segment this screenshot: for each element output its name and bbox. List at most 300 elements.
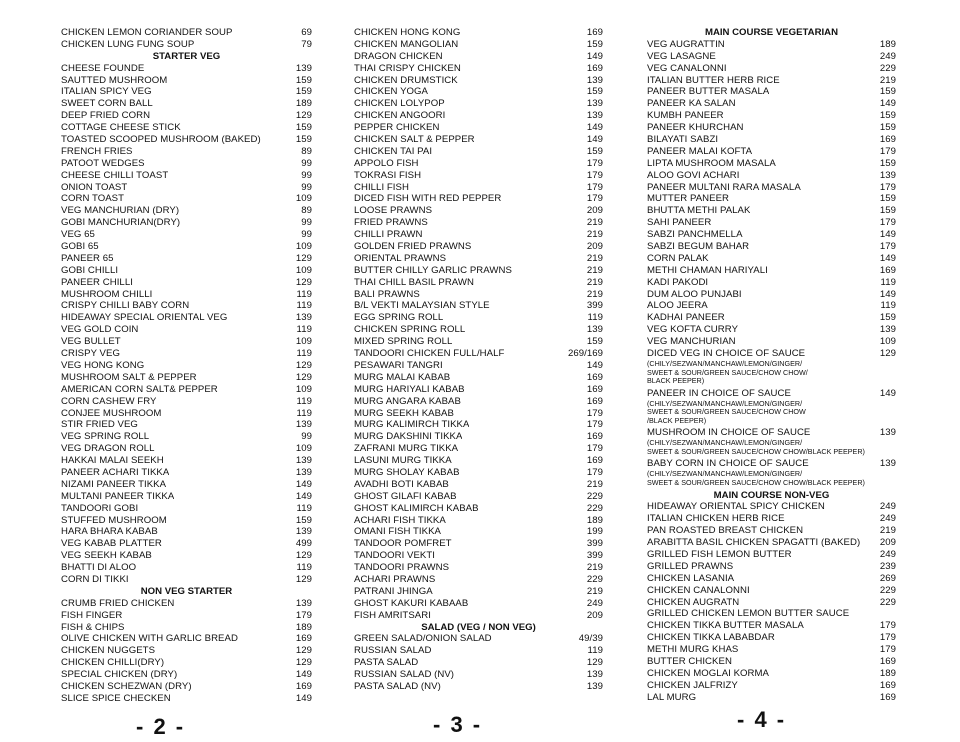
menu-item [61, 134, 312, 146]
menu-item-price: 139 [879, 427, 896, 439]
menu-item-price: 149 [295, 490, 312, 502]
menu-column-page-2 [61, 27, 312, 705]
sauce-note [647, 400, 896, 426]
menu-item-price: 189 [879, 667, 896, 679]
menu-item-price: 179 [879, 217, 896, 229]
menu-item-name: MURG ANGARA KABAB [354, 395, 461, 407]
menu-item [647, 75, 896, 87]
menu-item-name: KADHAI PANEER [647, 312, 725, 324]
menu-item-name: GHOST KALIMIRCH KABAB [354, 502, 479, 514]
menu-item [647, 205, 896, 217]
menu-item-price: 119 [880, 276, 896, 288]
menu-item [354, 360, 603, 372]
menu-item-name: SABZI BEGUM BAHAR [647, 241, 750, 253]
menu-item [647, 300, 896, 312]
menu-item-price: 499 [295, 538, 312, 550]
menu-item [61, 645, 312, 657]
menu-item-price: 219 [586, 276, 603, 288]
menu-item [61, 229, 312, 241]
menu-item-price: 189 [879, 38, 896, 50]
menu-item [61, 396, 312, 408]
menu-item-name: VEG KOFTA CURRY [647, 324, 739, 336]
menu-item-price: 209 [586, 205, 603, 217]
menu-item [61, 324, 312, 336]
menu-item-price: 179 [295, 609, 312, 621]
menu-item [647, 122, 896, 134]
menu-item-price: 69 [301, 27, 312, 38]
menu-item-name: ONION TOAST [61, 181, 128, 193]
menu-item-name: VEG HONG KONG [61, 359, 145, 371]
menu-item [61, 610, 312, 622]
menu-item [647, 656, 896, 668]
menu-item-price: 149 [295, 669, 312, 681]
menu-item-price: 119 [296, 395, 312, 407]
menu-item-name: CHICKEN TIKKA LABABDAR [647, 632, 775, 644]
menu-item [61, 193, 312, 205]
menu-item-name: CHICKEN CHILLI(DRY) [61, 657, 165, 669]
section-heading: SALAD (VEG / NON VEG) [421, 621, 536, 633]
menu-item [354, 384, 603, 396]
menu-item-price: 109 [295, 241, 312, 253]
menu-item-price: 129 [295, 110, 312, 122]
menu-item-price: 219 [879, 74, 896, 86]
menu-item [61, 253, 312, 265]
menu-item-price: 159 [586, 86, 603, 98]
menu-item-price: 89 [301, 205, 312, 217]
menu-item-name: TOKRASI FISH [354, 169, 422, 181]
menu-item-name: MURG DAKSHINI TIKKA [354, 431, 463, 443]
menu-item-name: RUSSIAN SALAD [354, 645, 432, 657]
menu-item [61, 515, 312, 527]
menu-item [647, 336, 896, 348]
menu-item [61, 467, 312, 479]
menu-item [61, 75, 312, 87]
sauce-note [647, 470, 896, 487]
menu-item-price: 219 [586, 585, 603, 597]
section-heading: MAIN COURSE NON-VEG [713, 489, 830, 501]
menu-item-price: 229 [879, 596, 896, 608]
menu-item [61, 39, 312, 51]
menu-item [354, 503, 603, 515]
menu-item-name: CHICKEN NUGGETS [61, 645, 156, 657]
menu-item-price: 209 [879, 537, 896, 549]
menu-item-price: 179 [586, 193, 603, 205]
menu-item-name: GRILLED PRAWNS [647, 560, 734, 572]
menu-item-name: MUTTER PANEER [647, 193, 730, 205]
menu-item [354, 134, 603, 146]
menu-item [647, 146, 896, 158]
menu-item-name: DRAGON CHICKEN [354, 50, 443, 62]
menu-item-name: ZAFRANI MURG TIKKA [354, 443, 459, 455]
menu-item [61, 241, 312, 253]
menu-item-price: 139 [295, 597, 312, 609]
menu-item [354, 491, 603, 503]
menu-item [647, 525, 896, 537]
menu-item [354, 645, 603, 657]
sauce-note-line: BLACK PEEPER) [647, 376, 705, 386]
menu-item [354, 598, 603, 610]
menu-item-name: TOASTED SCOOPED MUSHROOM (BAKED) [61, 134, 261, 146]
menu-item-price: 149 [879, 288, 896, 300]
menu-item-name: HIDEAWAY ORIENTAL SPICY CHICKEN [647, 501, 825, 513]
menu-item-name: CHICKEN SCHEZWAN (DRY) [61, 680, 192, 692]
menu-item-price: 109 [879, 336, 896, 348]
menu-item-price: 169 [295, 633, 312, 645]
menu-item-price: 139 [879, 169, 896, 181]
menu-item-name: GOBI 65 [61, 241, 99, 253]
menu-item-price: 189 [295, 621, 312, 633]
menu-item-price: 139 [295, 312, 312, 324]
menu-item [61, 681, 312, 693]
menu-column-page-3 [354, 27, 603, 693]
menu-item [354, 265, 603, 277]
menu-item [354, 408, 603, 420]
menu-item-name: HARA BHARA KABAB [61, 526, 158, 538]
menu-item-price: 169 [586, 62, 603, 74]
menu-item-price: 209 [586, 609, 603, 621]
menu-item [354, 372, 603, 384]
menu-item [647, 585, 896, 597]
menu-item [61, 217, 312, 229]
menu-item-price: 159 [879, 205, 896, 217]
menu-item-price: 219 [586, 562, 603, 574]
menu-item-price: 119 [296, 300, 312, 312]
menu-item [647, 289, 896, 301]
menu-item-name: HAKKAI MALAI SEEKH [61, 455, 164, 467]
menu-item-price: 159 [295, 86, 312, 98]
menu-item-price: 249 [586, 597, 603, 609]
menu-item [61, 693, 312, 705]
menu-item-price: 139 [586, 110, 603, 122]
menu-item-name: OMANI FISH TIKKA [354, 526, 441, 538]
menu-item [647, 63, 896, 75]
sauce-note-line: (CHILY/SEZWAN/MANCHAW/LEMON/GINGER/ [647, 398, 803, 408]
menu-item-name: ALOO GOVI ACHARI [647, 169, 740, 181]
menu-item [61, 122, 312, 134]
menu-item-name: AVADHI BOTI KABAB [354, 478, 449, 490]
menu-item [354, 312, 603, 324]
sauce-note-line: SWEET & SOUR/GREEN SAUCE/CHOW CHOW/ [647, 367, 808, 377]
menu-item [354, 86, 603, 98]
menu-item [61, 372, 312, 384]
menu-item [61, 657, 312, 669]
menu-item-name: BABY CORN IN CHOICE OF SAUCE [647, 458, 809, 470]
menu-item-price: 139 [586, 74, 603, 86]
menu-item-name: CHICKEN TIKKA BUTTER MASALA [647, 620, 804, 632]
menu-item-price: 139 [586, 98, 603, 110]
section-heading: STARTER VEG [152, 50, 221, 62]
menu-item [354, 63, 603, 75]
menu-item-price: 129 [586, 657, 603, 669]
menu-item-price: 169 [879, 264, 896, 276]
menu-item-price: 179 [879, 632, 896, 644]
menu-item-price: 169 [879, 134, 896, 146]
menu-item-name: MULTANI PANEER TIKKA [61, 490, 175, 502]
menu-item-price: 159 [879, 193, 896, 205]
menu-item-price: 399 [586, 300, 603, 312]
menu-item [647, 39, 896, 51]
menu-item-price: 139 [586, 324, 603, 336]
menu-item-name: FRENCH FRIES [61, 145, 133, 157]
menu-item-name: MUSHROOM SALT & PEPPER [61, 371, 197, 383]
menu-item-price: 79 [301, 38, 312, 50]
menu-item-name: ACHARI FISH TIKKA [354, 514, 446, 526]
menu-item-name: AMERICAN CORN SALT& PEPPER [61, 383, 218, 395]
menu-item [354, 205, 603, 217]
menu-item-name: VEG BULLET [61, 336, 121, 348]
menu-item [61, 170, 312, 182]
menu-item-price: 219 [586, 217, 603, 229]
menu-item-price: 179 [879, 145, 896, 157]
menu-item-price: 169 [586, 395, 603, 407]
menu-item-price: 179 [586, 169, 603, 181]
menu-item-name: MURG SEEKH KABAB [354, 407, 454, 419]
menu-item-name: CORN DI TIKKI [61, 573, 129, 585]
menu-item [61, 27, 312, 39]
menu-item [647, 668, 896, 680]
menu-item-price: 129 [295, 657, 312, 669]
menu-item-price: 179 [586, 419, 603, 431]
menu-item-price: 159 [586, 38, 603, 50]
menu-item [61, 633, 312, 645]
menu-item-name: VEG SPRING ROLL [61, 431, 150, 443]
menu-item [354, 324, 603, 336]
menu-item-price: 179 [879, 241, 896, 253]
menu-item-price: 239 [879, 560, 896, 572]
menu-item-name: SAUTTED MUSHROOM [61, 74, 168, 86]
menu-item-price: 159 [295, 134, 312, 146]
menu-item-name: CHILLI PRAWN [354, 229, 423, 241]
menu-column-page-4 [647, 27, 896, 704]
menu-item [61, 205, 312, 217]
menu-item [61, 443, 312, 455]
menu-item-name: OLIVE CHICKEN WITH GARLIC BREAD [61, 633, 238, 645]
menu-item [61, 431, 312, 443]
menu-item-name: CHICKEN SALT & PEPPER [354, 134, 475, 146]
menu-item [354, 146, 603, 158]
menu-item-price: 199 [586, 526, 603, 538]
menu-item [647, 680, 896, 692]
menu-item-price: 219 [586, 288, 603, 300]
menu-item [647, 561, 896, 573]
page-number-3: - 3 - [433, 712, 483, 737]
menu-item [61, 574, 312, 586]
menu-item-name: CHICKEN MANGOLIAN [354, 38, 459, 50]
menu-item [647, 193, 896, 205]
menu-item [354, 574, 603, 586]
menu-item [61, 146, 312, 158]
menu-item [61, 360, 312, 372]
menu-item [354, 229, 603, 241]
menu-item-name: GHOST GILAFI KABAB [354, 490, 457, 502]
menu-item [354, 182, 603, 194]
menu-item-price: 179 [879, 181, 896, 193]
menu-item-price: 249 [879, 513, 896, 525]
menu-item-name: BALI PRAWNS [354, 288, 420, 300]
menu-item [647, 692, 896, 704]
menu-item-price: 399 [586, 538, 603, 550]
menu-item-price: 139 [295, 419, 312, 431]
menu-item [61, 550, 312, 562]
menu-item-price: 159 [879, 86, 896, 98]
menu-item-name: THAI CRISPY CHICKEN [354, 62, 461, 74]
menu-item [354, 479, 603, 491]
menu-item [354, 98, 603, 110]
menu-item-price: 119 [296, 562, 312, 574]
menu-item [354, 336, 603, 348]
menu-item [354, 277, 603, 289]
menu-item-name: VEG MANCHURIAN (DRY) [61, 205, 180, 217]
menu-item [354, 538, 603, 550]
menu-item [647, 324, 896, 336]
sauce-note-line: /BLACK PEEPER) [647, 415, 707, 425]
menu-item-name: METHI MURG KHAS [647, 644, 739, 656]
menu-item-price: 229 [586, 490, 603, 502]
menu-item [354, 75, 603, 87]
menu-item-price: 179 [879, 620, 896, 632]
menu-item-name: VEG 65 [61, 229, 95, 241]
menu-item-name: CHICKEN LUNG FUNG SOUP [61, 38, 195, 50]
menu-item-name: GOLDEN FRIED PRAWNS [354, 241, 472, 253]
menu-item-price: 249 [879, 549, 896, 560]
menu-item-name: VEG DRAGON ROLL [61, 443, 155, 455]
menu-item-price: 149 [586, 359, 603, 371]
menu-item-name: BILAYATI SABZI [647, 134, 719, 146]
menu-item-price: 89 [301, 145, 312, 157]
menu-item [61, 300, 312, 312]
menu-item [647, 632, 896, 644]
sauce-note-line: SWEET & SOUR/GREEN SAUCE/CHOW CHOW/BLACK PEEPER) [647, 477, 865, 487]
menu-item-name: GOBI MANCHURIAN(DRY) [61, 217, 181, 229]
menu-item-name: CHICKEN LASANIA [647, 572, 735, 584]
menu-item [647, 134, 896, 146]
menu-item-name: GRILLED FISH LEMON BUTTER [647, 549, 792, 560]
menu-item-price: 149 [879, 252, 896, 264]
menu-item-name: TANDOORI VEKTI [354, 550, 436, 562]
menu-item-name: MURG SHOLAY KABAB [354, 466, 460, 478]
menu-item [61, 503, 312, 515]
menu-item [647, 229, 896, 241]
menu-item-name: FISH FINGER [61, 609, 123, 621]
menu-item-price: 269 [879, 572, 896, 584]
menu-item [61, 408, 312, 420]
sauce-note-line: SWEET & SOUR/GREEN SAUCE/CHOW CHOW/BLACK PEEPER) [647, 446, 865, 456]
menu-item [647, 573, 896, 585]
menu-item [61, 86, 312, 98]
menu-item [647, 98, 896, 110]
menu-item-name: MUSHROOM IN CHOICE OF SAUCE [647, 427, 811, 439]
menu-item-name: VEG GOLD COIN [61, 324, 139, 336]
menu-item-name: CHICKEN MOGLAI KORMA [647, 667, 770, 679]
menu-item-name: THAI CHILL BASIL PRAWN [354, 276, 474, 288]
menu-item-name: CHICKEN YOGA [354, 86, 428, 98]
menu-item [354, 289, 603, 301]
menu-item-price: 159 [295, 74, 312, 86]
menu-item-name: CORN CASHEW FRY [61, 395, 157, 407]
menu-item-name: PANEER BUTTER MASALA [647, 86, 770, 98]
menu-item [647, 644, 896, 656]
menu-item-price: 129 [295, 573, 312, 585]
menu-item-name: GREEN SALAD/ONION SALAD [354, 633, 492, 645]
menu-item [647, 388, 896, 400]
menu-item [61, 622, 312, 634]
menu-item-name: RUSSIAN SALAD (NV) [354, 669, 455, 681]
menu-item-name: VEG LASAGNE [647, 50, 716, 62]
menu-item [647, 170, 896, 182]
menu-item-name: PANEER MALAI KOFTA [647, 145, 753, 157]
menu-item-name: VEG SEEKH KABAB [61, 550, 152, 562]
menu-item [647, 513, 896, 525]
menu-item-name: DEEP FRIED CORN [61, 110, 151, 122]
menu-item-price: 159 [879, 110, 896, 122]
menu-item [354, 633, 603, 645]
menu-item-name: KUMBH PANEER [647, 110, 724, 122]
menu-item-price: 49/39 [578, 633, 603, 645]
menu-item [61, 312, 312, 324]
menu-item [647, 537, 896, 549]
menu-item-price: 139 [879, 324, 896, 336]
menu-item [354, 610, 603, 622]
menu-item-name: MURG KALIMIRCH TIKKA [354, 419, 470, 431]
menu-item-price: 149 [295, 692, 312, 704]
menu-item-price: 139 [295, 62, 312, 74]
menu-item-name: CHICKEN ANGOORI [354, 110, 446, 122]
menu-item-name: CRISPY VEG [61, 348, 120, 360]
menu-item-price: 129 [295, 252, 312, 264]
menu-item-name: CHICKEN SPRING ROLL [354, 324, 466, 336]
menu-item-name: VEG MANCHURIAN [647, 336, 736, 348]
menu-item-price: 129 [879, 348, 896, 360]
menu-item [647, 620, 896, 632]
menu-item-price: 159 [879, 157, 896, 169]
menu-item-price: 229 [586, 573, 603, 585]
menu-item [647, 253, 896, 265]
menu-item-price: 109 [295, 443, 312, 455]
menu-item-name: PANEER KA SALAN [647, 98, 736, 110]
menu-item [354, 170, 603, 182]
menu-item-price: 99 [301, 217, 312, 229]
menu-item [354, 526, 603, 538]
menu-item [354, 419, 603, 431]
menu-item-name: LIPTA MUSHROOM MASALA [647, 157, 776, 169]
menu-item-price: 149 [586, 50, 603, 62]
menu-item-name: PEPPER CHICKEN [354, 122, 440, 134]
menu-item [647, 265, 896, 277]
menu-item [61, 526, 312, 538]
menu-item-name: BUTTER CHILLY GARLIC PRAWNS [354, 264, 512, 276]
sauce-note [647, 360, 896, 386]
menu-item-name: MURG HARIYALI KABAB [354, 383, 465, 395]
menu-item-name: DUM ALOO PUNJABI [647, 288, 742, 300]
menu-item-price: 219 [879, 525, 896, 537]
menu-item-name: SPECIAL CHICKEN (DRY) [61, 669, 178, 681]
menu-item [61, 336, 312, 348]
menu-item-price: 119 [296, 348, 312, 360]
menu-item-price: 159 [295, 122, 312, 134]
menu-item-name: PESAWARI TANGRI [354, 359, 443, 371]
menu-item-price: 129 [295, 550, 312, 562]
menu-item [354, 562, 603, 574]
menu-item-name: TANDOOR POMFRET [354, 538, 452, 550]
menu-item-name: SABZI PANCHMELLA [647, 229, 743, 241]
menu-item [647, 110, 896, 122]
menu-item-price: 219 [586, 252, 603, 264]
menu-item [647, 277, 896, 289]
menu-item [354, 27, 603, 39]
menu-item-name: DICED FISH WITH RED PEPPER [354, 193, 502, 205]
menu-item-price: 119 [587, 312, 603, 324]
menu-item-name: PANEER 65 [61, 252, 114, 264]
